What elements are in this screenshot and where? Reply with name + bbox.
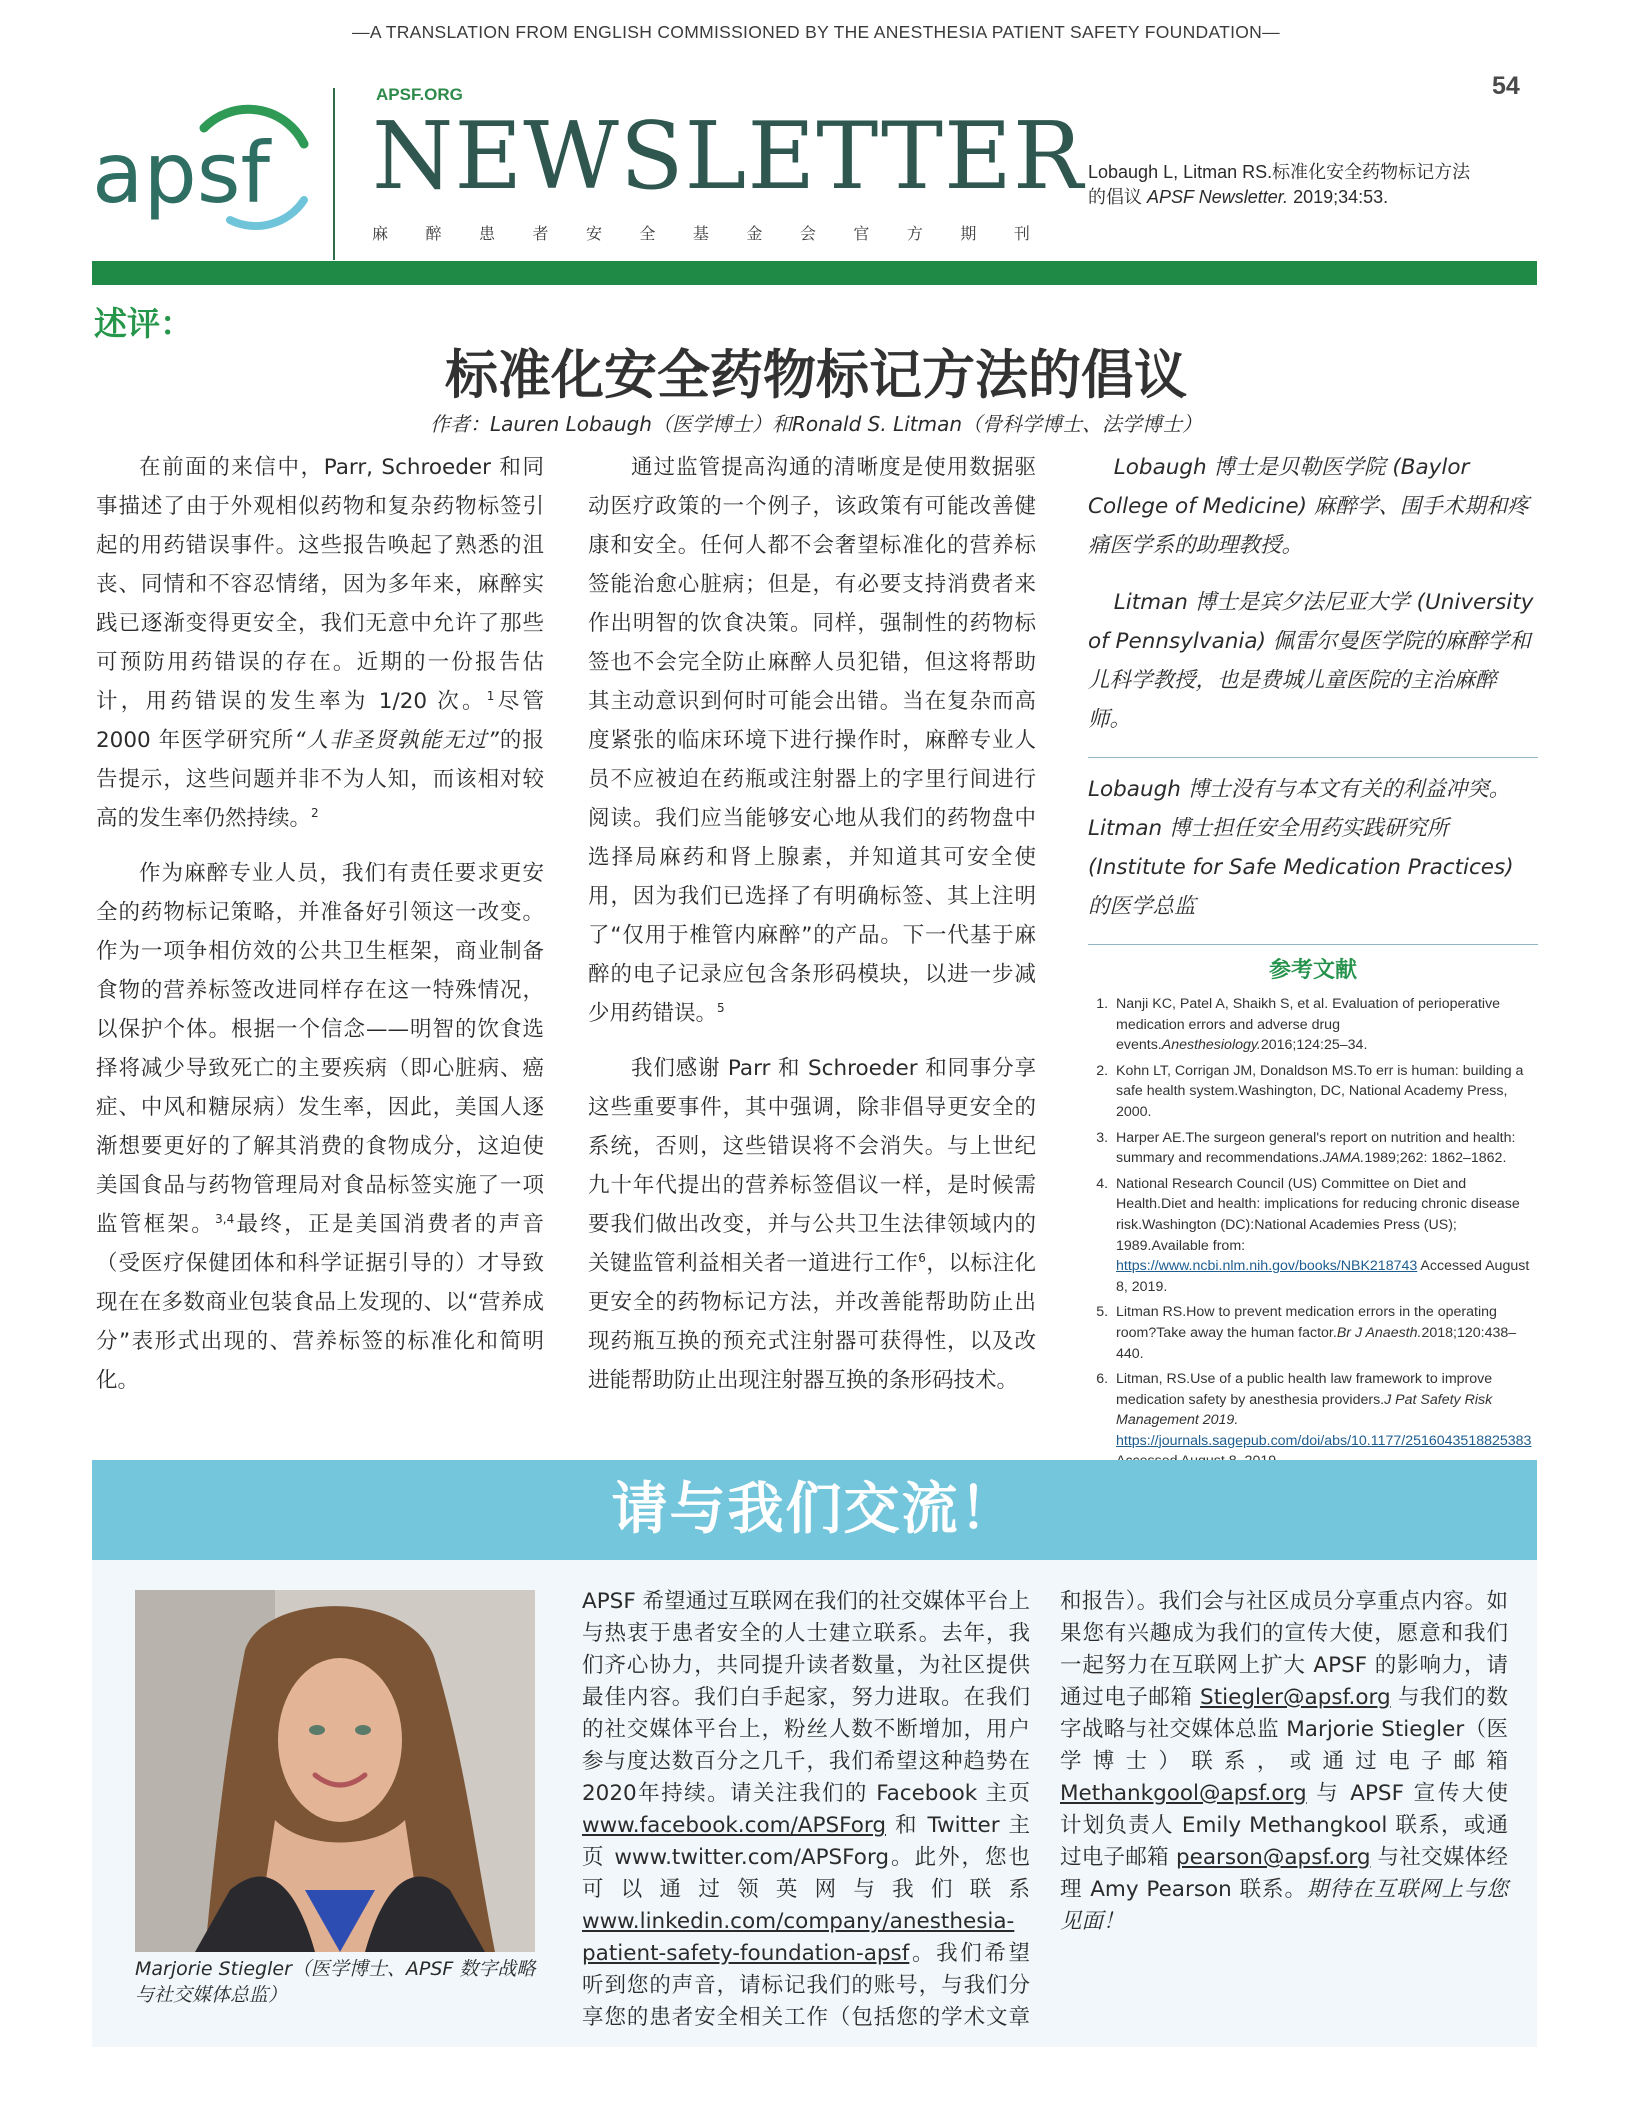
- reference-link[interactable]: https://journals.sagepub.com/doi/abs/10.1177/2516043518825383: [1116, 1432, 1532, 1449]
- author-bio-lobaugh: Lobaugh 博士是贝勒医学院 (Baylor College of Medicine) 麻醉学、围手术期和疼痛医学系的助理教授。: [1088, 455, 1529, 558]
- paragraph: 我们感谢 Parr 和 Schroeder 和同事分享这些重要事件，其中强调，除非倡导更安全的系统，否则，这些错误将不会消失。与上世纪九十年代提出的营养标签倡议一样，是时候需要我们做出改变，并与公共卫生法律领域内的关键监管利益相关者一道进行工作$^6$，以标注化更安全的药物标记方法，并改善能帮助防止出现药瓶互换的预充式注射器可获得性，以及改进能帮助防止出现注射器互换的条形码技术。: [588, 1056, 1036, 1393]
- apsf-logo: [92, 92, 332, 252]
- newsletter-subtitle: [372, 221, 1030, 244]
- logo-text: apsf: [92, 124, 271, 222]
- reference-item: 5. Litman RS.How to prevent medication errors in the operating room?Take away the human factor.Br J Anaesth.2018;120:438–440.: [1112, 1302, 1538, 1364]
- footnote-ref[interactable]: 5: [717, 1000, 725, 1015]
- subtitle-char: 会: [799, 224, 816, 243]
- reference-item: 1. Nanji KC, Patel A, Shaikh S, et al. Evaluation of perioperative medication errors and adverse drug events.Anesthesiology.2016;124:25–34.: [1112, 994, 1538, 1056]
- subtitle-char: 方: [906, 224, 923, 243]
- facebook-link[interactable]: www.facebook.com/APSForg: [582, 1813, 886, 1838]
- subtitle-char: 期: [960, 224, 977, 243]
- subtitle-char: 基: [692, 224, 709, 243]
- section-kicker: 述评：: [94, 304, 193, 343]
- citation-text: 的倡议: [1088, 187, 1148, 207]
- article-column-1: [96, 448, 544, 1416]
- newsletter-title: NEWSLETTER: [372, 102, 1084, 210]
- subtitle-char: 者: [532, 224, 549, 243]
- citation-journal: APSF Newsletter.: [1147, 187, 1289, 207]
- subtitle-char: 金: [746, 224, 763, 243]
- footnote-ref[interactable]: 1: [486, 688, 495, 703]
- footnote-ref[interactable]: 3,4: [215, 1211, 235, 1226]
- photo-caption: Marjorie Stiegler（医学博士、APSF 数字战略与社交媒体总监）: [135, 1958, 536, 2006]
- subtitle-char: 安: [585, 224, 602, 243]
- reference-item: 4. National Research Council (US) Committee on Diet and Health.Diet and health: implications for reducing chronic disease risk.Washington (DC):National Academies Press (US); 1989.Available from: https://www.ncbi.nlm.nih.gov/books/NBK218743 Accessed August 8, 2019.: [1112, 1174, 1538, 1298]
- subtitle-char: 官: [853, 224, 870, 243]
- connect-banner: 请与我们交流！: [92, 1460, 1537, 1560]
- reference-link[interactable]: https://www.ncbi.nlm.nih.gov/books/NBK218743: [1116, 1258, 1418, 1275]
- subtitle-char: 全: [639, 224, 656, 243]
- paragraph: 通过监管提高沟通的清晰度是使用数据驱动医疗政策的一个例子，该政策有可能改善健康和安全。任何人都不会奢望标准化的营养标签能治愈心脏病；但是，有必要支持消费者来作出明智的饮食决策。同样，强制性的药物标签也不会完全防止麻醉人员犯错，但这将帮助其主动意识到何时可能会出错。当在复杂而高度紧张的临床环境下进行操作时，麻醉专业人员不应被迫在药瓶或注射器上的字里行间进行阅读。我们应当能够安心地从我们的药物盘中选择局麻药和肾上腺素，并知道其可安全使用，因为我们已选择了有明确标签、其上注明了“仅用于椎管内麻醉”的产品。下一代基于麻醉的电子记录应包含条形码模块，以进一步减少用药错误。$^5$: [588, 455, 1036, 1026]
- citation-volume: 2019;34:53.: [1288, 187, 1389, 207]
- email-link-stiegler[interactable]: Stiegler@apsf.org: [1200, 1685, 1391, 1710]
- subtitle-char: 麻: [372, 224, 389, 243]
- conflict-disclosure: Lobaugh 博士没有与本文有关的利益冲突。Litman 博士担任安全用药实践研究所 (Institute for Safe Medication Practices) 的医学总监: [1088, 757, 1538, 926]
- portrait-photo: [135, 1590, 535, 1952]
- paragraph: 作为麻醉专业人员，我们有责任要求更安全的药物标记策略，并准备好引领这一改变。作为一项争相仿效的公共卫生框架，商业制备食物的营养标签改进同样存在这一特殊情况，以保护个体。根据一个信念——明智的饮食选择将减少导致死亡的主要疾病（即心脏病、癌症、中风和糖尿病）发生率，因此，美国人逐渐想要更好的了解其消费的食物成分，这迫使美国食品与药物管理局对食品标签实施了一项监管框架。$^{3,4}$最终，正是美国消费者的声音（受医疗保健团体和科学证据引导的）才导致现在在多数商业包装食品上发现的、以“营养成分”表形式出现的、营养标签的标准化和简明化。: [96, 861, 544, 1393]
- author-bio-litman: Litman 博士是宾夕法尼亚大学 (University of Pennsylvania) 佩雷尔曼医学院的麻醉学和儿科学教授，也是费城儿童医院的主治麻醉师。: [1088, 590, 1534, 732]
- reference-item: 6. Litman, RS.Use of a public health law framework to improve medication safety by anesthesia providers.J Pat Safety Risk Management 2019. https://journals.sagepub.com/doi/abs/10.1177/2516043518825383: [1112, 1369, 1538, 1472]
- paragraph: 在前面的来信中，Parr, Schroeder 和同事描述了由于外观相似药物和复杂药物标签引起的用药错误事件。这些报告唤起了熟悉的沮丧、同情和不容忍情绪，因为多年来，麻醉实践已逐渐变得更安全，我们无意中允许了那些可预防用药错误的存在。近期的一份报告估计，用药错误的发生率为 1/20 次。$^1$尽管 2000 年医学研究所“人非圣贤孰能无过”的报告提示，这些问题并非不为人知，而该相对较高的发生率仍然持续。$^2$: [96, 455, 544, 831]
- email-link-methangkool[interactable]: Methankgool@apsf.org: [1060, 1781, 1307, 1806]
- masthead-green-bar: [92, 261, 1537, 285]
- references-divider: [1088, 944, 1538, 945]
- article-column-2: [588, 448, 1036, 1416]
- subtitle-char: 患: [478, 224, 495, 243]
- site-label: APSF.ORG: [376, 85, 463, 104]
- subtitle-char: 醉: [425, 224, 442, 243]
- promo-text: APSF 希望通过互联网在我们的社交媒体平台上与热衷于患者安全的人士建立联系。去年，我们齐心协力，共同提升读者数量，为社区提供最佳内容。我们白手起家，努力进取。在我们的社交媒体平台上，粉丝人数不断增加，用户参与度达数百分之几千，我们希望这种趋势在 2020年持续。请关注我们的 Facebook 主页 www.facebook.com/APSForg 和 Twitter 主页 www.twitter.com/APSForg。此外，您也可以通过领英网与我们联系 www.linkedin.com/company/anesthesia-patient-safety-foundation-apsf。我们希望听到您的声音，请标记我们的账号，与我们分享您的患者安全相关工作（包括您的学术文章和报告）。我们会与社区成员分享重点内容。如果您有兴趣成为我们的宣传大使，愿意和我们一起努力在互联网上扩大 APSF 的影响力，请通过电子邮箱 Stiegler@apsf.org 与我们的数字战略与社交媒体总监 Marjorie Stiegler（医学博士）联系，或通过电子邮箱 Methankgool@apsf.org 与 APSF 宣传大使计划负责人 Emily Methangkool 联系，或通过电子邮箱 pearson@apsf.org 与社交媒体经理 Amy Pearson 联系。期待在互联网上与您见面！: [582, 1589, 1508, 2030]
- article-citation: [1088, 160, 1558, 210]
- references-list: [1088, 994, 1538, 1472]
- article-headline: 标准化安全药物标记方法的倡议: [445, 345, 1187, 406]
- masthead-divider: [333, 88, 335, 260]
- reference-item: 3. Harper AE.The surgeon general's report on nutrition and health: summary and recommendations.JAMA.1989;262: 1862–1862.: [1112, 1128, 1538, 1169]
- linkedin-link[interactable]: www.linkedin.com/company/anesthesia-patient-safety-foundation-apsf: [582, 1909, 1015, 1966]
- footnote-ref[interactable]: 6: [918, 1250, 926, 1265]
- references-heading: 参考文献: [1268, 958, 1357, 983]
- page-number: 54: [1492, 72, 1520, 100]
- email-link-pearson[interactable]: pearson@apsf.org: [1176, 1845, 1371, 1870]
- translation-note: —A TRANSLATION FROM ENGLISH COMMISSIONED BY THE ANESTHESIA PATIENT SAFETY FOUNDATION—: [352, 22, 1280, 42]
- subtitle-char: 刊: [1013, 224, 1030, 243]
- footnote-ref[interactable]: 2: [311, 805, 319, 820]
- citation-line-1: Lobaugh L, Litman RS.标准化安全药物标记方法: [1088, 162, 1471, 182]
- article-byline: 作者：Lauren Lobaugh（医学博士）和Ronald S. Litman（骨科学博士、法学博士）: [429, 412, 1203, 436]
- reference-item: 2. Kohn LT, Corrigan JM, Donaldson MS.To err is human: building a safe health system.Washington, DC, National Academy Press, 2000.: [1112, 1061, 1538, 1123]
- article-column-3: [1088, 448, 1538, 1477]
